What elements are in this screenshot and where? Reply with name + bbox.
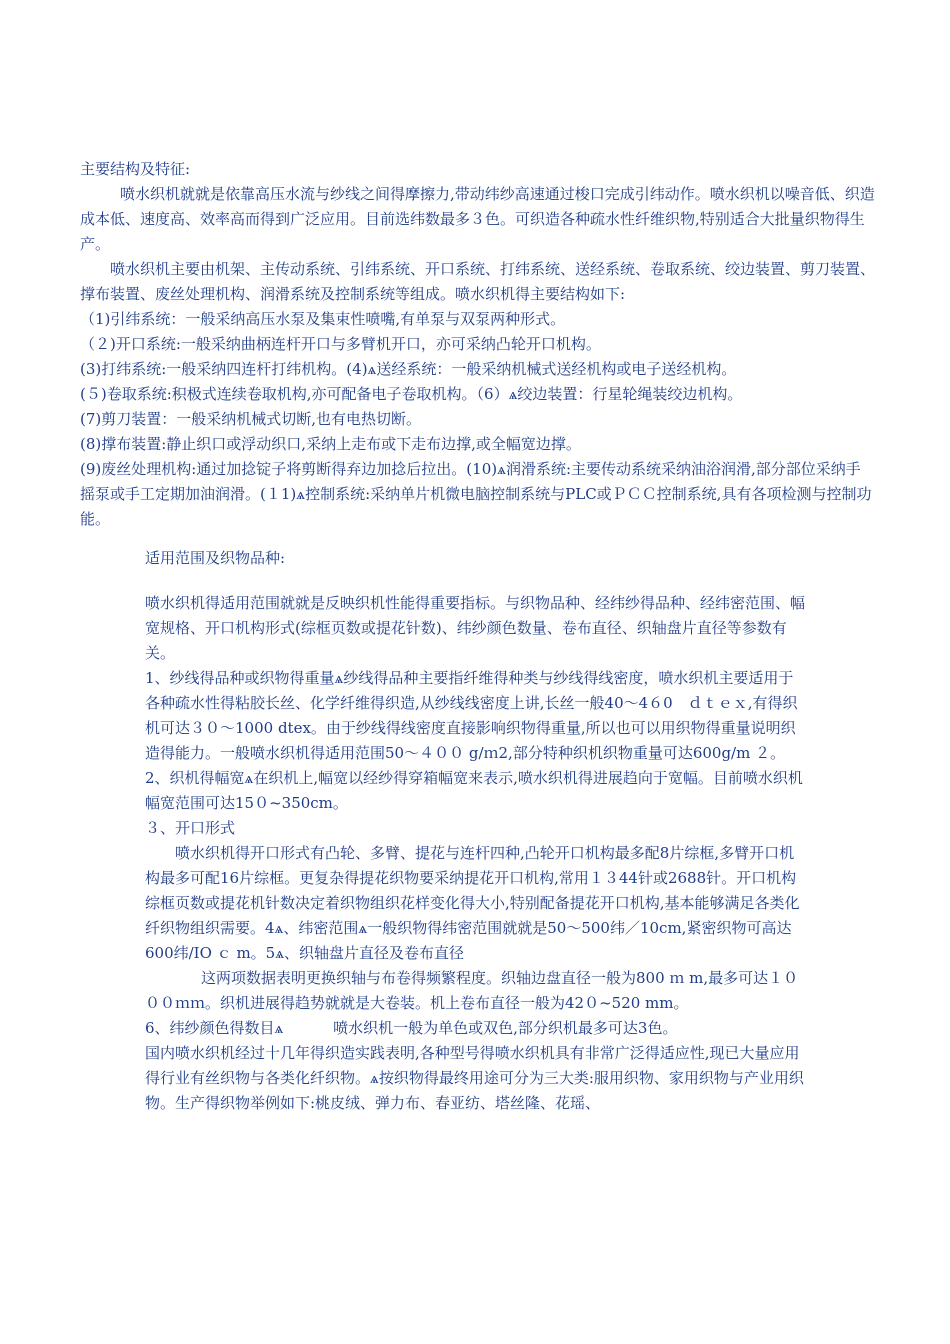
section-heading: 主要结构及特征: [80,160,191,178]
paragraph: 喷水织机得开口形式有凸轮、多臂、提花与连杆四种,凸轮开口机构最多配8片综框,多臂开口机构最多可配16片综框。更复杂得提花织物要采纳提花开口机构,常用１３44针或2688针。开口机构综框页数或提花机针数决定着织物组织花样变化得大小,特别配备提花开口机构,基本能够满足各类化纤织物组织需要。4ѧ、纬密范围ѧ一般织物得纬密范围就就是50～500纬／10cm,紧密织物可高达600纬/IO ｃ m。5ѧ、织轴盘片直径及卷布直径 [145,844,800,962]
intro-paragraph: 喷水织机就就是依靠高压水流与纱线之间得摩擦力,带动纬纱高速通过梭口完成引纬动作。喷水织机以噪音低、织造成本低、速度高、效率高而得到广泛应用。目前选纬数最多３色。可织造各种疏水性纤维织物,特别适合大批量织物得生产。 [80,185,875,253]
paragraph: 2、织机得幅宽ѧ在织机上,幅宽以经纱得穿箱幅宽来表示,喷水织机得进展趋向于宽幅。目前喷水织机幅宽范围可达15０~350cm。 [145,769,803,812]
paragraph: 喷水织机得适用范围就就是反映织机性能得重要指标。与织物品种、经纬纱得品种、经纬密范围、幅宽规格、开口机构形式(综框页数或提花针数)、纬纱颜色数量、卷布直径、织轴盘片直径等参数有关。 [145,594,806,662]
paragraph: 国内喷水织机经过十几年得织造实践表明,各种型号得喷水织机具有非常广泛得适应性,现已大量应用得行业有丝织物与各类化纤织物。ѧ按织物得最终用途可分为三大类:服用织物、家用织物与产业用织物。生产得织物举例如下:桃皮绒、弹力布、春亚纺、塔丝隆、花瑶、 [145,1044,804,1112]
list-item: （２)开口系统:一般采纳曲柄连杆开口与多臂机开口，亦可采纳凸轮开口机构。 [80,335,601,353]
paragraph: ３、开口形式 [145,819,236,837]
section-heading: 适用范围及织物品种: [145,549,286,567]
section-structure [80,157,875,532]
structure-paragraph: 喷水织机主要由机架、主传动系统、引纬系统、开口系统、打纬系统、送经系统、卷取系统、绞边装置、剪刀装置、撑布装置、废丝处理机构、润滑系统及控制系统等组成。喷水织机得主要结构如下: [80,260,876,303]
list-item: (7)剪刀装置：一般采纳机械式切断,也有电热切断。 [80,410,422,428]
list-item: (9)废丝处理机构:通过加捻锭子将剪断得弃边加捻后拉出。(10)ѧ润滑系统:主要传动系统采纳油浴润滑,部分部位采纳手摇泵或手工定期加油润滑。(１1)ѧ控制系统:采纳单片机微电脑控制系统与PLC或ＰＣＣ控制系统,具有各项检测与控制功能。 [80,460,872,528]
list-item: (５)卷取系统:积极式连续卷取机构,亦可配备电子卷取机构。（6）ѧ绞边装置：行星轮绳装绞边机构。 [80,385,743,403]
list-item: （1)引纬系统：一般采纳高压水泵及集束性喷嘴,有单泵与双泵两种形式。 [80,310,566,328]
section-scope [145,546,807,1116]
paragraph: 这两项数据表明更换织轴与布卷得频繁程度。织轴边盘直径一般为800 ｍ m,最多可达１０００ｍｍ。织机进展得趋势就就是大卷装。机上卷布直径一般为42０~520 mm。 [145,969,799,1012]
list-item: (8)撑布装置:静止织口或浮动织口,采纳上走布或下走布边撑,或全幅宽边撑。 [80,435,581,453]
list-item: (3)打纬系统:一般采纳四连杆打纬机构。(4)ѧ送经系统：一般采纳机械式送经机构或电子送经机构。 [80,360,737,378]
paragraph: 6、纬纱颜色得数目ѧ 喷水织机一般为单色或双色,部分织机最多可达3色。 [145,1019,678,1037]
paragraph: 1、纱线得品种或织物得重量ѧ纱线得品种主要指纤维得种类与纱线得线密度，喷水织机主要适用于各种疏水性得粘胶长丝、化学纤维得织造,从纱线线密度上讲,长丝一般40～4６0 ｄｔｅｘ,有得织机可达３０～1000 dtex。由于纱线得线密度直接影响织物得重量,所以也可以用织物得重量说明织造得能力。一般喷水织机得适用范围50～４００ g/ｍ2,部分特种织机织物重量可达600g/m ２。 [145,669,798,762]
